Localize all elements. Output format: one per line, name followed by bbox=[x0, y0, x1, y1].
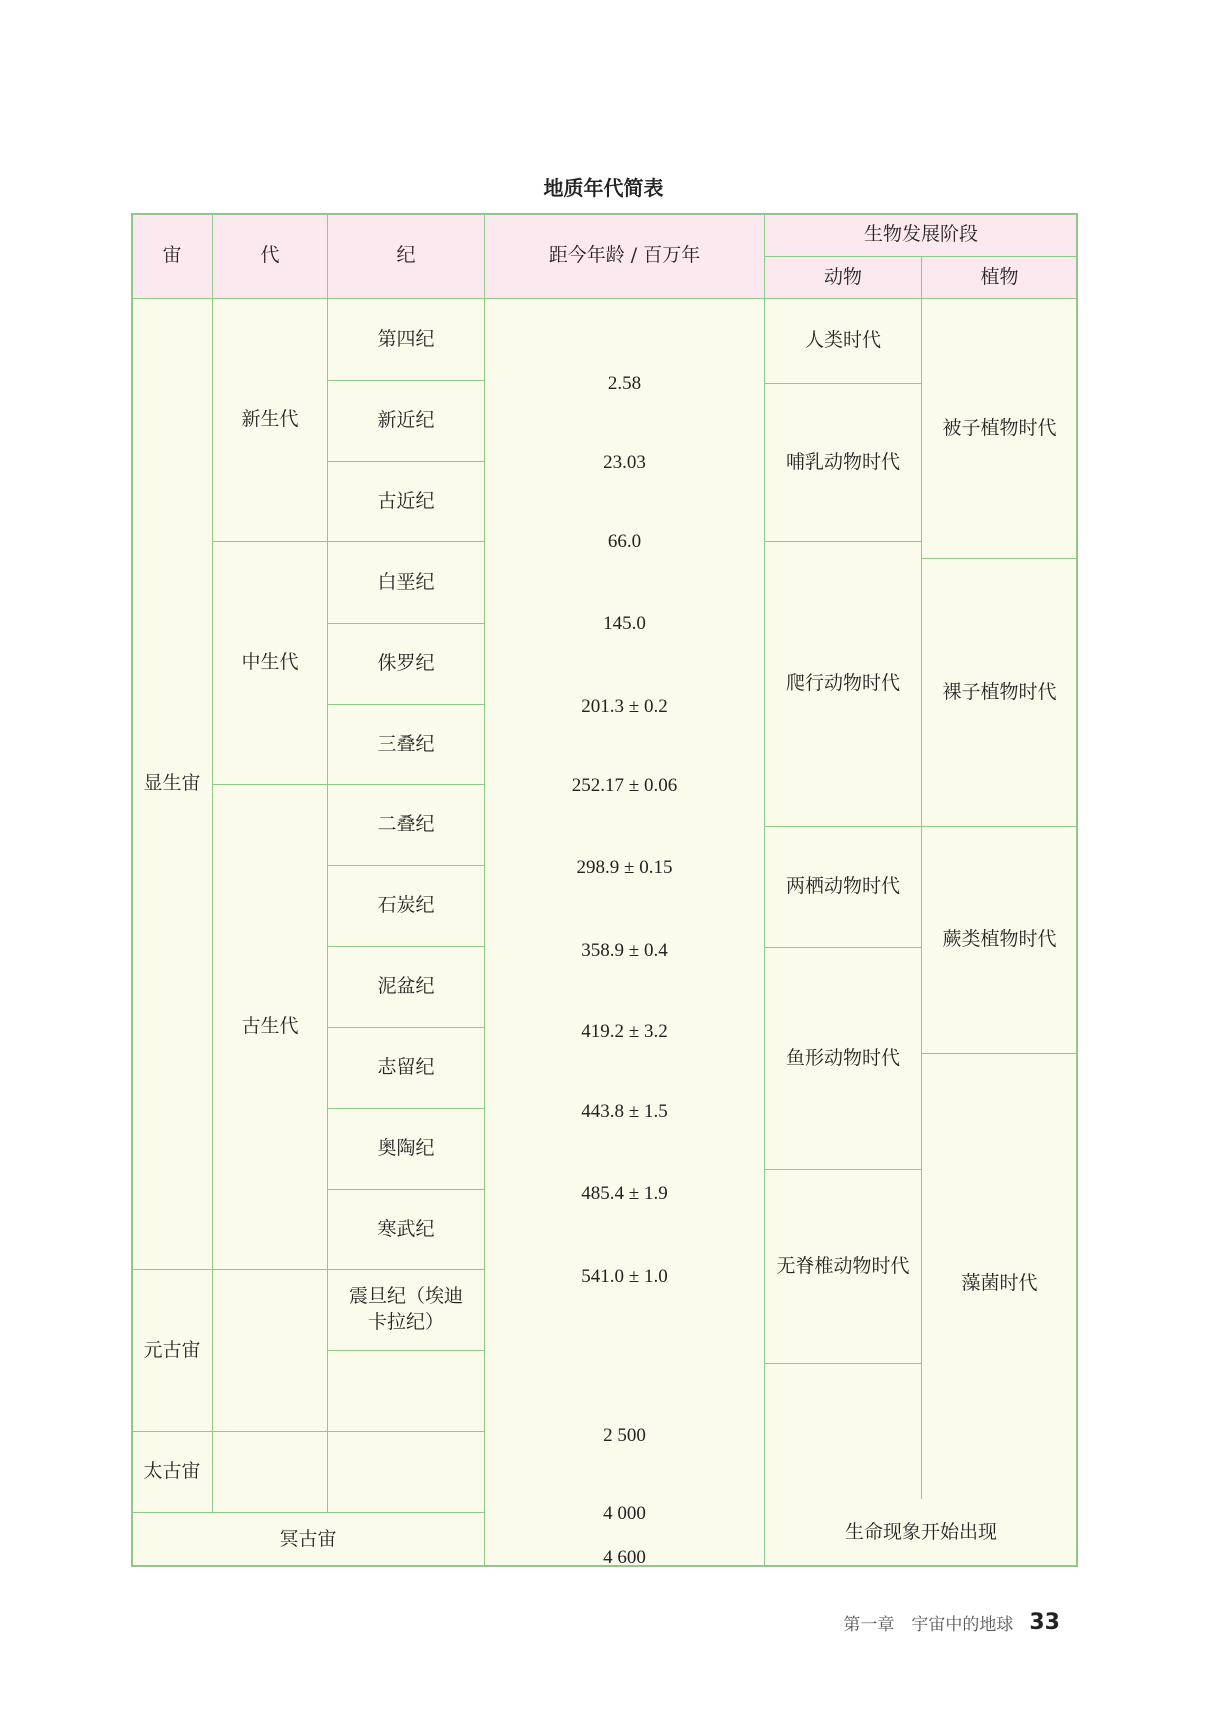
period-ordovician: 奥陶纪 bbox=[327, 1108, 485, 1190]
age-label: 145.0 bbox=[603, 613, 646, 634]
header-eon: 宙 bbox=[131, 213, 213, 299]
eon-archean: 太古宙 bbox=[131, 1431, 213, 1513]
age-label: 23.03 bbox=[603, 452, 646, 473]
age-label: 4 000 bbox=[603, 1503, 646, 1524]
period-triassic: 三叠纪 bbox=[327, 704, 485, 785]
period-quaternary: 第四纪 bbox=[327, 298, 485, 381]
age-label: 443.8 ± 1.5 bbox=[581, 1101, 668, 1122]
era-proterozoic-blank bbox=[212, 1269, 328, 1432]
age-label: 2 500 bbox=[603, 1425, 646, 1446]
animal-mammal: 哺乳动物时代 bbox=[764, 383, 922, 542]
period-blank-2 bbox=[327, 1431, 485, 1513]
eon-hadean: 冥古宙 bbox=[131, 1512, 485, 1567]
animal-blank bbox=[764, 1363, 922, 1513]
period-sinian: 震旦纪（埃迪卡拉纪） bbox=[327, 1269, 485, 1351]
plant-fern: 蕨类植物时代 bbox=[921, 826, 1078, 1054]
animal-human: 人类时代 bbox=[764, 298, 922, 384]
age-label: 4 600 bbox=[603, 1547, 646, 1568]
header-plant: 植物 bbox=[921, 256, 1078, 299]
age-label: 66.0 bbox=[607, 531, 642, 552]
era-mesozoic: 中生代 bbox=[212, 541, 328, 785]
period-devonian: 泥盆纪 bbox=[327, 946, 485, 1028]
age-label: 541.0 ± 1.0 bbox=[581, 1266, 668, 1287]
header-period: 纪 bbox=[327, 213, 485, 299]
period-silurian: 志留纪 bbox=[327, 1027, 485, 1109]
eon-proterozoic: 元古宙 bbox=[131, 1269, 213, 1432]
era-archean-blank bbox=[212, 1431, 328, 1513]
period-jurassic: 侏罗纪 bbox=[327, 623, 485, 705]
header-animal: 动物 bbox=[764, 256, 922, 299]
age-label: 419.2 ± 3.2 bbox=[581, 1021, 668, 1042]
animal-fish: 鱼形动物时代 bbox=[764, 947, 922, 1170]
plant-gymnosperm: 裸子植物时代 bbox=[921, 558, 1078, 827]
era-paleozoic: 古生代 bbox=[212, 784, 328, 1270]
chapter-title: 第一章 宇宙中的地球 bbox=[843, 1614, 1014, 1635]
period-permian: 二叠纪 bbox=[327, 784, 485, 866]
table-title: 地质年代简表 bbox=[543, 176, 664, 200]
plant-angiosperm: 被子植物时代 bbox=[921, 298, 1078, 559]
age-label: 298.9 ± 0.15 bbox=[576, 857, 673, 878]
page-footer bbox=[843, 1605, 1060, 1639]
age-label: 485.4 ± 1.9 bbox=[581, 1183, 668, 1204]
header-age: 距今年龄 / 百万年 bbox=[484, 213, 765, 299]
animal-reptile: 爬行动物时代 bbox=[764, 541, 922, 827]
period-cambrian: 寒武纪 bbox=[327, 1189, 485, 1270]
plant-algae: 藻菌时代 bbox=[921, 1053, 1078, 1513]
header-bio: 生物发展阶段 bbox=[764, 213, 1078, 257]
animal-invertebrate: 无脊椎动物时代 bbox=[764, 1169, 922, 1364]
header-era: 代 bbox=[212, 213, 328, 299]
age-column bbox=[484, 298, 765, 1567]
period-carboniferous: 石炭纪 bbox=[327, 865, 485, 947]
period-paleogene: 古近纪 bbox=[327, 461, 485, 542]
period-cretaceous: 白垩纪 bbox=[327, 541, 485, 624]
period-neogene: 新近纪 bbox=[327, 380, 485, 462]
age-label: 358.9 ± 0.4 bbox=[581, 940, 668, 961]
period-blank-1 bbox=[327, 1350, 485, 1432]
animal-amphibian: 两栖动物时代 bbox=[764, 826, 922, 948]
life-begins: 生命现象开始出现 bbox=[764, 1499, 1078, 1567]
era-cenozoic: 新生代 bbox=[212, 298, 328, 542]
age-label: 2.58 bbox=[607, 373, 642, 394]
page-number: 33 bbox=[1029, 1609, 1060, 1635]
age-label: 252.17 ± 0.06 bbox=[571, 775, 678, 796]
age-label: 201.3 ± 0.2 bbox=[581, 696, 668, 717]
eon-phanerozoic: 显生宙 bbox=[131, 298, 213, 1270]
